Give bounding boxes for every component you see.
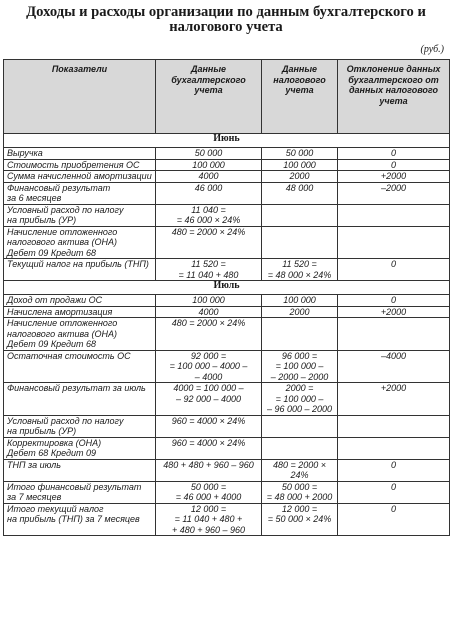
document-title: Доходы и расходы организации по данным бухгалтерского и налогового учета [26, 4, 426, 35]
indicator-cell: Условный расход по налогу на прибыль (УР) [4, 204, 156, 226]
tax-cell: 50 000 [262, 148, 338, 160]
deviation-cell [338, 437, 450, 459]
tax-cell: 11 520 = = 48 000 × 24% [262, 259, 338, 281]
table-body [4, 134, 450, 536]
indicator-cell: Финансовый результат за июль [4, 383, 156, 416]
table-row [4, 295, 450, 307]
indicator-cell: Корректировка (ОНА) Дебет 68 Кредит 09 [4, 437, 156, 459]
indicator-cell: ТНП за июль [4, 459, 156, 481]
accounting-cell: 4000 [156, 171, 262, 183]
deviation-cell: 0 [338, 481, 450, 503]
header-accounting: Данные бухгалтерского учета [156, 60, 262, 134]
deviation-cell [338, 318, 450, 351]
accounting-cell: 480 = 2000 × 24% [156, 226, 262, 259]
deviation-cell: 0 [338, 295, 450, 307]
indicator-cell: Итого финансовый результат за 7 месяцев [4, 481, 156, 503]
indicator-cell: Начислена амортизация [4, 306, 156, 318]
tax-cell: 2000 [262, 306, 338, 318]
accounting-cell: 480 + 480 + 960 – 960 [156, 459, 262, 481]
income-expense-table [3, 59, 450, 536]
table-row [4, 148, 450, 160]
accounting-cell: 12 000 = = 11 040 + 480 + + 480 + 960 – 960 [156, 503, 262, 536]
section-header-row [4, 134, 450, 148]
deviation-cell: +2000 [338, 383, 450, 416]
tax-cell: 96 000 = = 100 000 – – 2000 – 2000 [262, 350, 338, 383]
deviation-cell: 0 [338, 459, 450, 481]
section-header-row [4, 281, 450, 295]
tax-cell: 48 000 [262, 182, 338, 204]
tax-cell [262, 318, 338, 351]
table-row [4, 171, 450, 183]
tax-cell: 2000 [262, 171, 338, 183]
deviation-cell: 0 [338, 503, 450, 536]
table-row [4, 259, 450, 281]
deviation-cell [338, 204, 450, 226]
indicator-cell: Итого текущий налог на прибыль (ТНП) за 7 месяцев [4, 503, 156, 536]
table-row [4, 159, 450, 171]
tax-cell: 100 000 [262, 159, 338, 171]
accounting-cell: 46 000 [156, 182, 262, 204]
table-row [4, 350, 450, 383]
accounting-cell: 11 520 = = 11 040 + 480 [156, 259, 262, 281]
deviation-cell [338, 226, 450, 259]
tax-cell: 50 000 = = 48 000 + 2000 [262, 481, 338, 503]
deviation-cell: +2000 [338, 306, 450, 318]
tax-cell [262, 204, 338, 226]
table-row [4, 204, 450, 226]
indicator-cell: Сумма начисленной амортизации [4, 171, 156, 183]
indicator-cell: Остаточная стоимость ОС [4, 350, 156, 383]
tax-cell: 480 = 2000 × 24% [262, 459, 338, 481]
table-row [4, 318, 450, 351]
header-tax: Данные налогового учета [262, 60, 338, 134]
accounting-cell: 4000 = 100 000 – – 92 000 – 4000 [156, 383, 262, 416]
accounting-cell: 4000 [156, 306, 262, 318]
accounting-cell: 960 = 4000 × 24% [156, 415, 262, 437]
table-row [4, 306, 450, 318]
deviation-cell: 0 [338, 148, 450, 160]
header-deviation: Отклонение данных бухгалтерского от данных налогового учета [338, 60, 450, 134]
table-row [4, 481, 450, 503]
deviation-cell: 0 [338, 159, 450, 171]
unit-note: (руб.) [420, 44, 444, 55]
deviation-cell: –4000 [338, 350, 450, 383]
table-row [4, 503, 450, 536]
indicator-cell: Выручка [4, 148, 156, 160]
table-row [4, 383, 450, 416]
indicator-cell: Начисление отложенного налогового актива (ОНА) Дебет 09 Кредит 68 [4, 318, 156, 351]
indicator-cell: Начисление отложенного налогового актива (ОНА) Дебет 09 Кредит 68 [4, 226, 156, 259]
table-row [4, 182, 450, 204]
tax-cell: 2000 = = 100 000 – – 96 000 – 2000 [262, 383, 338, 416]
table-row [4, 437, 450, 459]
header-indicators: Показатели [4, 60, 156, 134]
table-row [4, 226, 450, 259]
indicator-cell: Стоимость приобретения ОС [4, 159, 156, 171]
indicator-cell: Доход от продажи ОС [4, 295, 156, 307]
section-title: Июль [4, 281, 450, 295]
indicator-cell: Финансовый результат за 6 месяцев [4, 182, 156, 204]
table-row [4, 459, 450, 481]
accounting-cell: 100 000 [156, 159, 262, 171]
tax-cell: 100 000 [262, 295, 338, 307]
table-header-row [4, 60, 450, 134]
accounting-cell: 50 000 [156, 148, 262, 160]
tax-cell [262, 415, 338, 437]
accounting-cell: 11 040 = = 46 000 × 24% [156, 204, 262, 226]
accounting-cell: 960 = 4000 × 24% [156, 437, 262, 459]
accounting-cell: 50 000 = = 46 000 + 4000 [156, 481, 262, 503]
tax-cell [262, 437, 338, 459]
tax-cell [262, 226, 338, 259]
indicator-cell: Условный расход по налогу на прибыль (УР) [4, 415, 156, 437]
indicator-cell: Текущий налог на прибыль (ТНП) [4, 259, 156, 281]
accounting-cell: 480 = 2000 × 24% [156, 318, 262, 351]
deviation-cell: 0 [338, 259, 450, 281]
deviation-cell: –2000 [338, 182, 450, 204]
accounting-cell: 92 000 = = 100 000 – 4000 – – 4000 [156, 350, 262, 383]
table-row [4, 415, 450, 437]
deviation-cell: +2000 [338, 171, 450, 183]
accounting-cell: 100 000 [156, 295, 262, 307]
tax-cell: 12 000 = = 50 000 × 24% [262, 503, 338, 536]
deviation-cell [338, 415, 450, 437]
section-title: Июнь [4, 134, 450, 148]
